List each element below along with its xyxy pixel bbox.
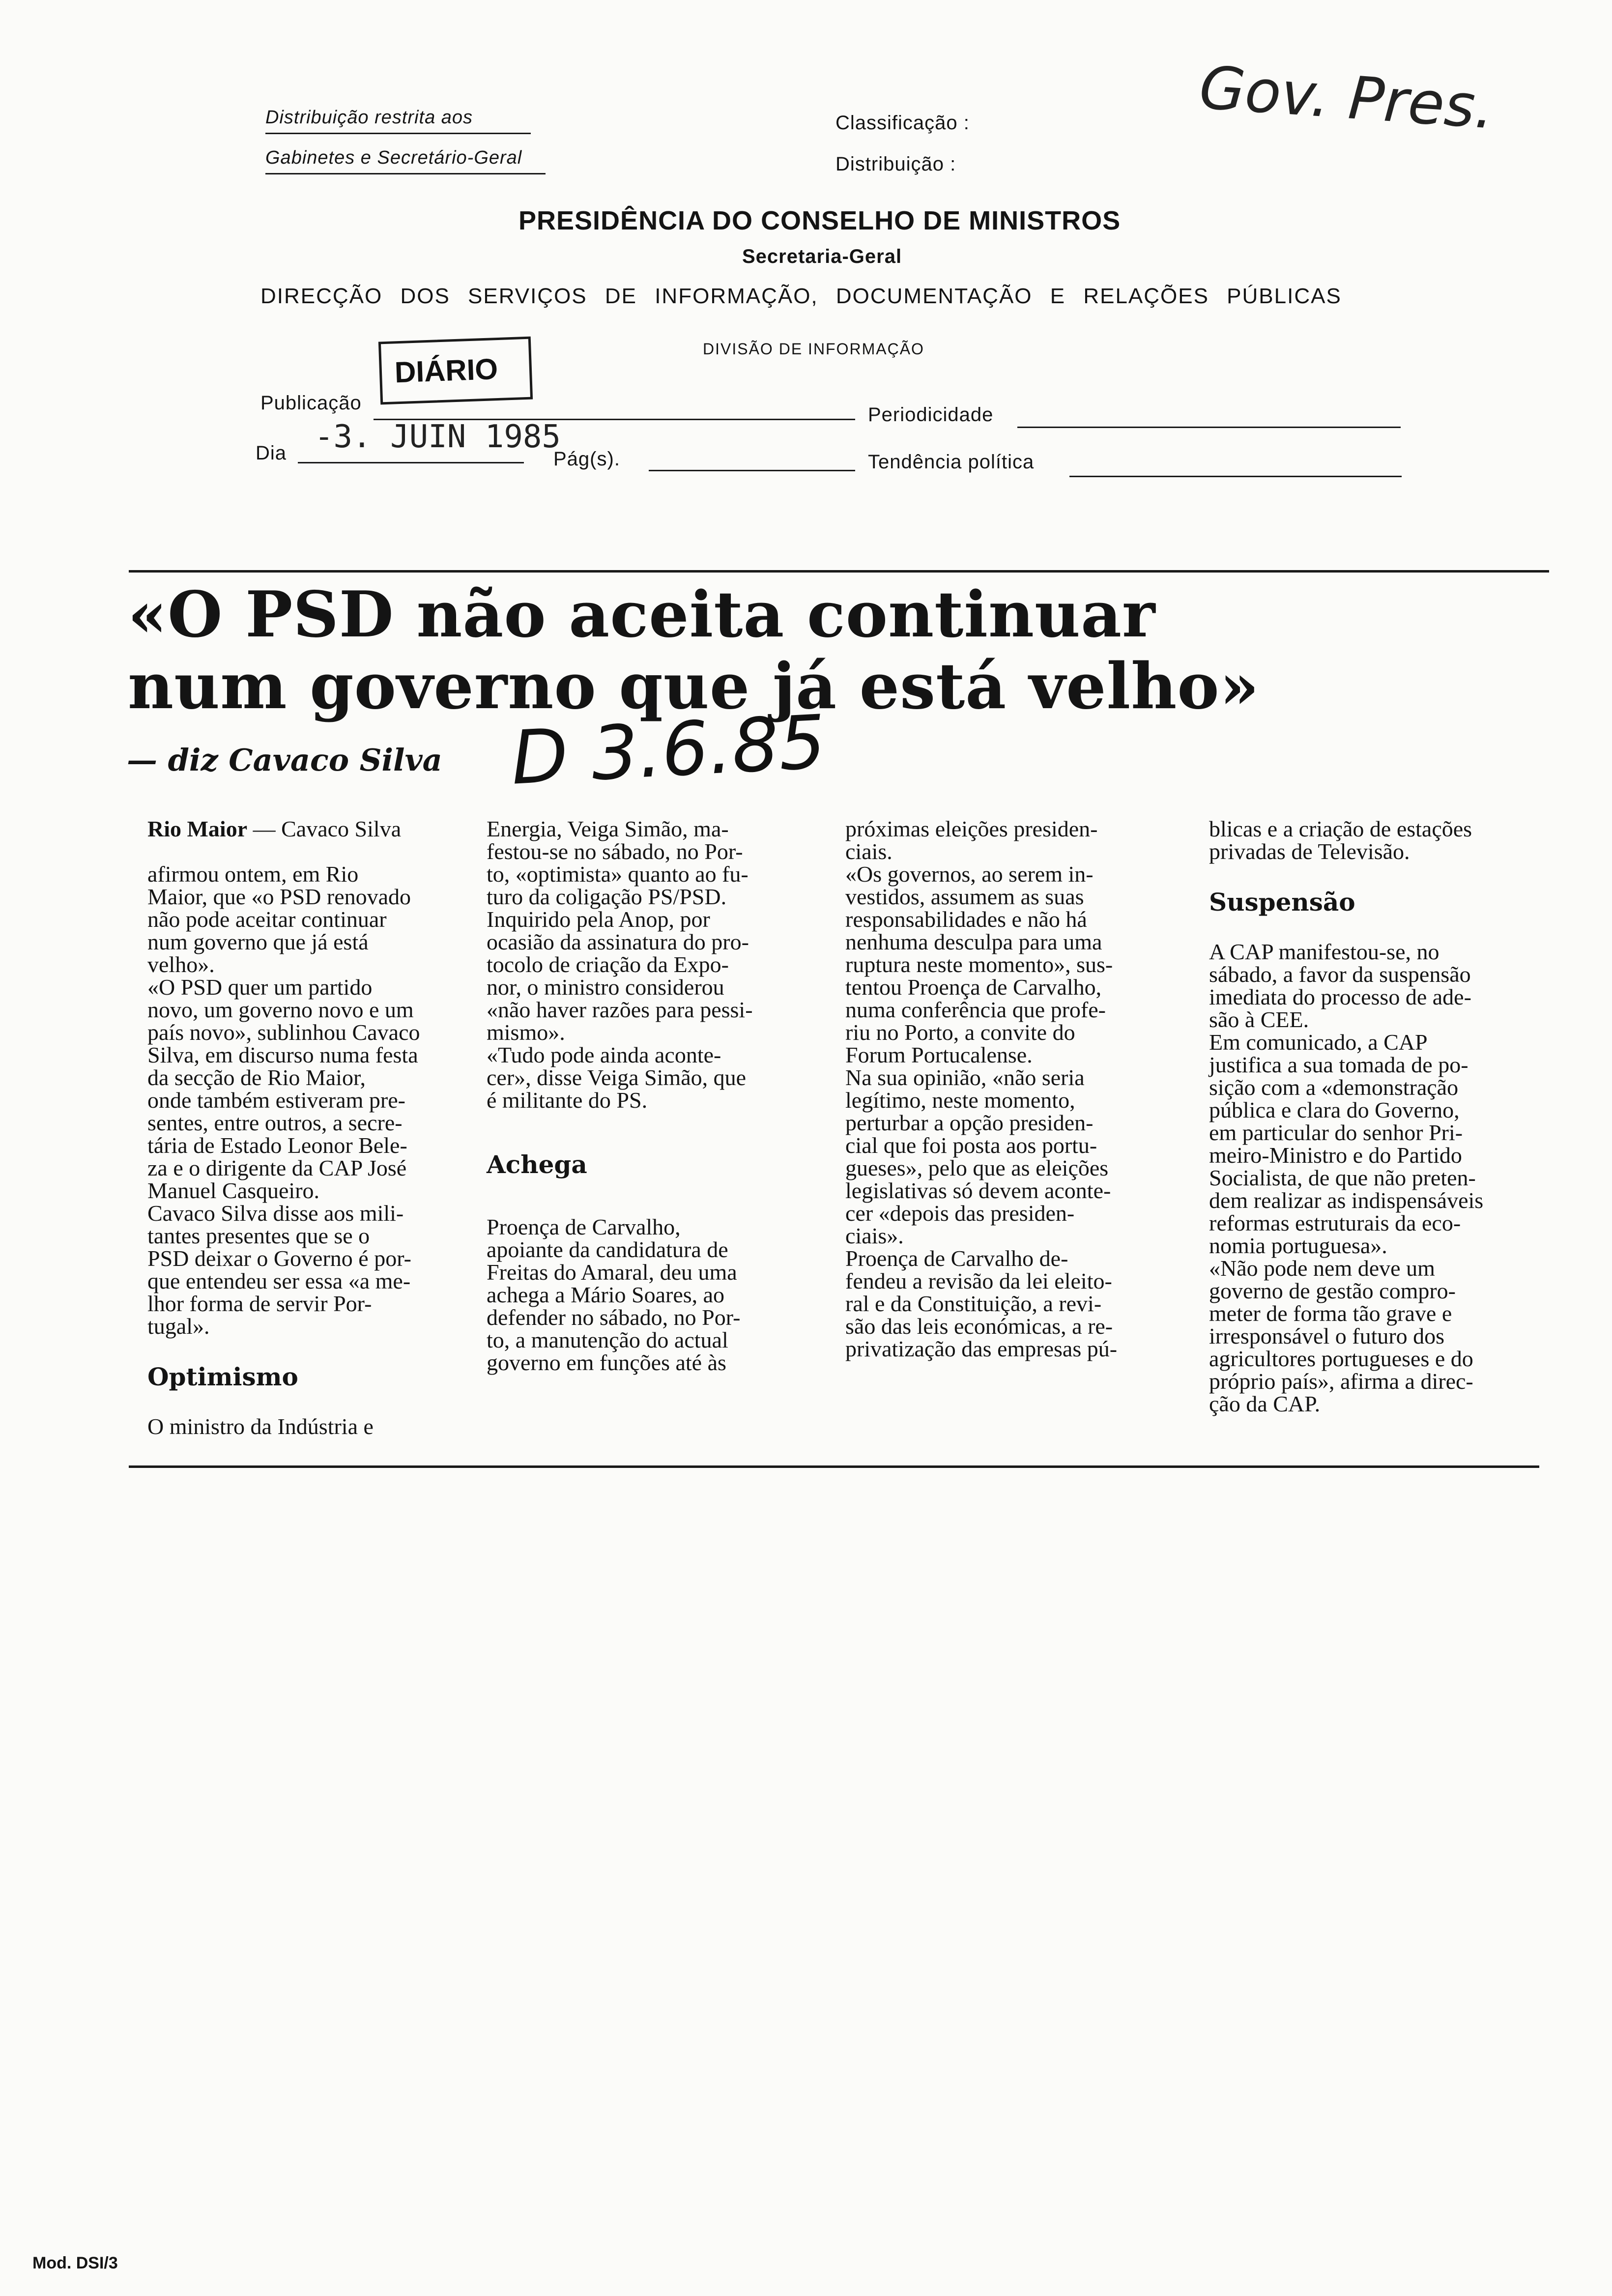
- article-column-4: [1209, 795, 1553, 1438]
- handwritten-annotation: Gov. Pres.: [1197, 54, 1497, 143]
- column-1-lead: [147, 818, 462, 840]
- subhead-optimismo: Optimismo: [147, 1362, 298, 1391]
- periodicity-line: [1017, 427, 1401, 428]
- date-stamp: -3. JUIN 1985: [315, 419, 561, 455]
- publication-stamp-text: DIÁRIO: [394, 352, 499, 389]
- article-column-2: [487, 795, 821, 1397]
- column-3-body: próximas eleições presiden- ciais. «Os governos, ao serem in- vestidos, assumem as suas responsabilidades e não há nenhuma desculpa para uma ruptura neste momento», sus- tentou Proença de Carvalho, numa conferência que profe- riu no Porto, a convite do Forum Portucalense. Na sua opinião, «não seria legítimo, neste momento, perturbar a opção presiden- cial que foi posta aos portu- gueses», pelo que as eleições legislativas só devem aconte- cer «depois das presiden- ciais». Proença de Carvalho de- fendeu a revisão da lei eleito- ral e da Constituição, a revi- são das leis económicas, a re- privatização das empresas pú-: [845, 816, 1118, 1361]
- pages-line: [649, 470, 855, 471]
- headline-line1: «O PSD não aceita continuar: [128, 578, 1156, 652]
- column-4-body: A CAP manifestou-se, no sábado, a favor da suspensão imediata do processo de ade- são à CEE. Em comunicado, a CAP justifica a sua tomada de po- sição com a «demonstração pública e clara do Governo, em particular do senhor Pri- meiro-Ministro e do Partido Socialista, de que não preten- dem realizar as indispensáveis reformas estruturais da eco- nomia portuguesa». «Não pode nem deve um governo de gestão compro- meter de forma tão grave e irresponsável o futuro dos agricultores portugueses e do próprio país», afirma a direc- ção da CAP.: [1209, 939, 1484, 1416]
- directorate-title: DIRECÇÃO DOS SERVIÇOS DE INFORMAÇÃO, DOCUMENTAÇÃO E RELAÇÕES PÚBLICAS: [260, 284, 1342, 308]
- column-4-head: blicas e a criação de estações privadas de Televisão.: [1209, 816, 1472, 864]
- article-column-3: [845, 795, 1180, 1383]
- headline-line2: num governo que já está velho»: [128, 650, 1260, 723]
- distribution-note-line1: Distribuição restrita aos: [265, 107, 473, 128]
- day-label: Dia: [256, 442, 287, 464]
- column-1-tail: O ministro da Indústria e: [147, 1414, 374, 1439]
- distribution-label: Distribuição :: [835, 153, 956, 175]
- dateline: Rio Maior: [147, 816, 248, 841]
- distribution-note-line2: Gabinetes e Secretário-Geral: [265, 147, 522, 168]
- distribution-underline-1: [265, 133, 531, 134]
- pages-label: Pág(s).: [553, 448, 620, 470]
- secretariat-label: Secretaria-Geral: [742, 246, 902, 267]
- day-line: [298, 462, 524, 463]
- subhead-suspensao: Suspensão: [1209, 888, 1355, 917]
- political-tendency-line: [1069, 476, 1402, 477]
- subhead-achega: Achega: [487, 1150, 587, 1179]
- political-tendency-label: Tendência política: [868, 451, 1035, 473]
- classification-label: Classificação :: [835, 112, 970, 134]
- column-1-body: afirmou ontem, em Rio Maior, que «o PSD renovado não pode aceitar continuar num governo que já está velho». «O PSD quer um partido novo, um governo novo e um país novo», sublinhou Cavaco Silva, em discurso numa festa da secção de Rio Maior, onde também estiveram pre- sentes, entre outros, a secre- tária de Estado Leonor Bele- za e o dirigente da CAP José Manuel Casqueiro. Cavaco Silva disse aos mili- tantes presentes que se o PSD deixar o Governo é por- que entendeu ser essa «a me- lhor forma de servir Por- tugal».: [147, 861, 420, 1339]
- article-top-rule: [129, 570, 1549, 573]
- article-column-1: [147, 795, 462, 1461]
- periodicity-label: Periodicidade: [868, 404, 994, 426]
- division-label: DIVISÃO DE INFORMAÇÃO: [703, 340, 924, 358]
- column-2-tail: Proença de Carvalho, apoiante da candidatura de Freitas do Amaral, deu uma achega a Mário Soares, ao defender no sábado, no Por- to, a manutenção do actual governo em funções até às: [487, 1214, 741, 1375]
- form-code: Mod. DSI/3: [32, 2254, 118, 2272]
- publication-stamp: [378, 337, 533, 405]
- distribution-underline-2: [265, 173, 546, 174]
- article-bottom-rule: [129, 1465, 1539, 1468]
- byline: — diz Cavaco Silva: [127, 742, 442, 778]
- publication-label: Publicação: [260, 392, 362, 414]
- handwritten-date: D 3.6.85: [509, 699, 828, 802]
- dateline-rest: — Cavaco Silva: [247, 816, 402, 841]
- institution-title: PRESIDÊNCIA DO CONSELHO DE MINISTROS: [518, 206, 1121, 235]
- column-2-body: Energia, Veiga Simão, ma- festou-se no sábado, no Por- to, «optimista» quanto ao fu- turo da coligação PS/PSD. Inquirido pela Anop, por ocasião da assinatura do pro- tocolo de criação da Expo- nor, o ministro considerou «não haver razões para pessi- mismo». «Tudo pode ainda aconte- cer», disse Veiga Simão, que é militante do PS.: [487, 816, 753, 1113]
